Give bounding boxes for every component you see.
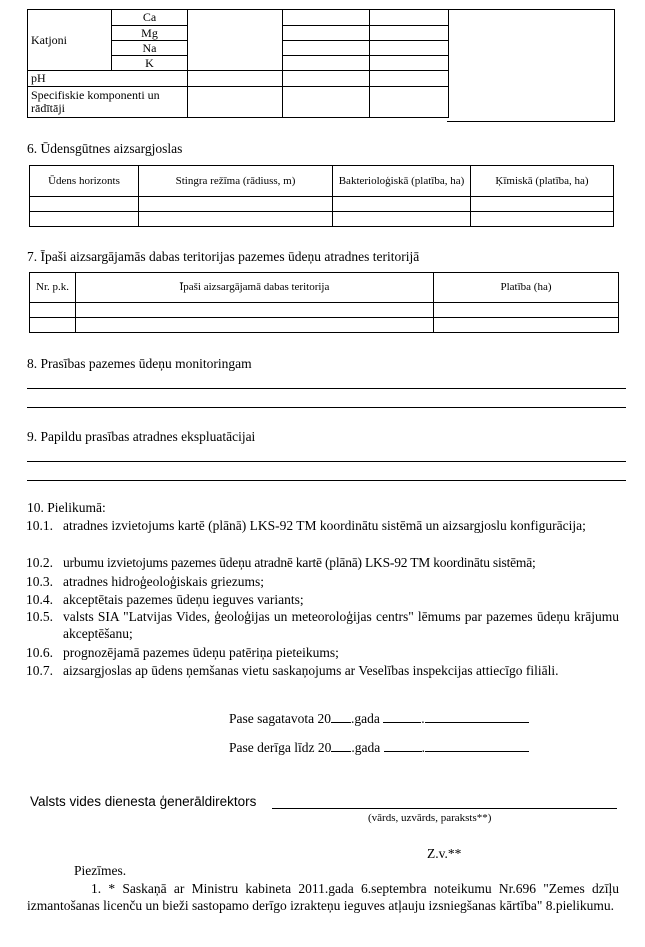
attachment-item: 10.6. prognozējamā pazemes ūdeņu patēriņa pieteikums; bbox=[26, 645, 339, 660]
fill-line bbox=[27, 461, 626, 462]
section-9-title: 9. Papildu prasības atradnes ekspluatācijai bbox=[27, 429, 256, 444]
attachment-item: 10.7. aizsargjoslas ap ūdens ņemšanas vietu saskaņojums ar Veselības inspekcijas attiecīgo filiāli. bbox=[26, 663, 559, 678]
header-number: Nr. p.k. bbox=[30, 273, 76, 303]
section-6-title: 6. Ūdensgūtnes aizsargjoslas bbox=[27, 141, 183, 156]
cation-ca: Ca bbox=[112, 10, 188, 26]
director-signature-line bbox=[272, 808, 617, 809]
specific-components-label: Specifiskie komponenti un rādītāji bbox=[28, 87, 188, 118]
cation-k: K bbox=[112, 56, 188, 71]
section-7-title: 7. Īpaši aizsargājamās dabas teritorijas pazemes ūdeņu atradnes teritorijā bbox=[27, 249, 420, 264]
header-protected-area: Īpaši aizsargājamā dabas teritorija bbox=[76, 273, 434, 303]
attachment-item: 10.3. atradnes hidroģeoloģiskais griezums; bbox=[26, 574, 264, 589]
header-area-ha: Platība (ha) bbox=[434, 273, 619, 303]
attachment-item: 10.5. valsts SIA "Latvijas Vides, ģeoloģijas un meteoroloģijas centrs" lēmums par pazemes ūdeņu krājumu akceptēšanu; bbox=[26, 609, 619, 641]
protected-areas-table bbox=[29, 272, 619, 333]
director-label: Valsts vides dienesta ģenerāldirektors bbox=[30, 794, 257, 809]
fill-line bbox=[27, 407, 626, 408]
attachment-item: 10.2. urbumu izvietojums pazemes ūdeņu atradnē kartē (plānā) LKS-92 TM koordinātu sistēmā; bbox=[26, 555, 536, 570]
cation-na: Na bbox=[112, 41, 188, 56]
section-8-title: 8. Prasības pazemes ūdeņu monitoringam bbox=[27, 356, 252, 371]
valid-until-line: Pase derīga līdz 20 .gada . bbox=[229, 740, 529, 756]
attachment-item: 10.1. atradnes izvietojums kartē (plānā) LKS-92 TM koordinātu sistēmā un aizsargjoslu konfigurācija; bbox=[26, 518, 586, 533]
fill-line bbox=[27, 388, 626, 389]
director-caption: (vārds, uzvārds, paraksts**) bbox=[368, 812, 492, 824]
notes-title: Piezīmes. bbox=[74, 863, 127, 878]
ph-label: pH bbox=[28, 71, 188, 87]
cations-label: Katjoni bbox=[28, 10, 112, 71]
protection-zones-table bbox=[29, 165, 614, 227]
fill-line bbox=[27, 480, 626, 481]
header-bacteriological: Bakterioloģiskā (platība, ha) bbox=[333, 166, 471, 197]
header-strict-regime: Stingra režīma (rādiuss, m) bbox=[139, 166, 333, 197]
prepared-date-line: Pase sagatavota 20 .gada . bbox=[229, 711, 529, 727]
header-water-horizon: Ūdens horizonts bbox=[30, 166, 139, 197]
section-10-title: 10. Pielikumā: bbox=[27, 500, 106, 515]
header-chemical: Ķīmiskā (platība, ha) bbox=[471, 166, 614, 197]
table-side-cell bbox=[447, 9, 615, 122]
cation-mg: Mg bbox=[112, 26, 188, 41]
note-1: 1. * Saskaņā ar Ministru kabineta 2011.gada 6.septembra noteikumu Nr.696 "Zemes dzīļu izmantošanas licenču un bieži sastopamo derīgo izrakteņu ieguves atļauju izsniegšanas kārtība" 8.pielikumu. bbox=[27, 881, 619, 913]
chemistry-table bbox=[27, 9, 449, 118]
attachment-item: 10.4. akceptētais pazemes ūdeņu ieguves variants; bbox=[26, 592, 304, 607]
seal-mark: Z.v.** bbox=[427, 846, 462, 861]
